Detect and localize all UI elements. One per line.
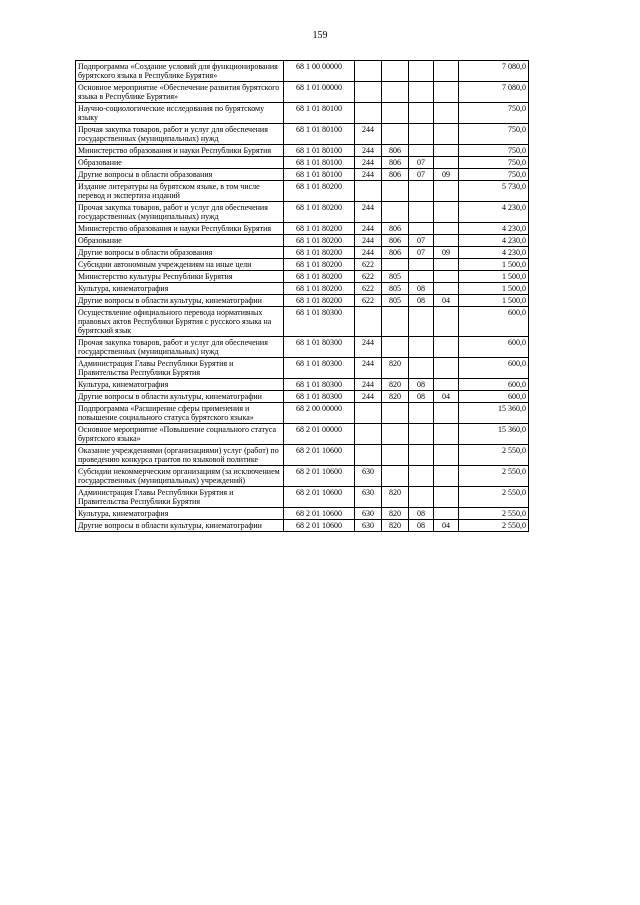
cell-section: 08 bbox=[409, 295, 434, 307]
cell-expense-type bbox=[355, 103, 382, 124]
cell-expense-type: 244 bbox=[355, 391, 382, 403]
cell-administrator-code bbox=[382, 181, 409, 202]
cell-expense-type: 244 bbox=[355, 235, 382, 247]
table-row bbox=[76, 247, 529, 259]
cell-target-code: 68 2 01 10600 bbox=[284, 520, 355, 532]
table-row bbox=[76, 295, 529, 307]
budget-table bbox=[75, 60, 529, 532]
cell-target-code: 68 2 01 10600 bbox=[284, 487, 355, 508]
table-row bbox=[76, 358, 529, 379]
cell-expense-type: 622 bbox=[355, 259, 382, 271]
cell-name: Субсидии некоммерческим организациям (за исключением государственных (муниципальных) учреждений) bbox=[76, 466, 284, 487]
cell-amount: 4 230,0 bbox=[459, 247, 529, 259]
cell-expense-type bbox=[355, 445, 382, 466]
cell-administrator-code bbox=[382, 61, 409, 82]
cell-target-code: 68 1 01 80200 bbox=[284, 235, 355, 247]
cell-name: Министерство культуры Республики Бурятия bbox=[76, 271, 284, 283]
cell-section bbox=[409, 61, 434, 82]
cell-subsection bbox=[434, 235, 459, 247]
cell-amount: 750,0 bbox=[459, 145, 529, 157]
cell-target-code: 68 1 01 80200 bbox=[284, 259, 355, 271]
cell-amount: 5 730,0 bbox=[459, 181, 529, 202]
cell-section bbox=[409, 403, 434, 424]
table-row bbox=[76, 403, 529, 424]
cell-amount: 2 550,0 bbox=[459, 445, 529, 466]
cell-section bbox=[409, 487, 434, 508]
cell-subsection bbox=[434, 271, 459, 283]
cell-target-code: 68 1 01 80100 bbox=[284, 145, 355, 157]
table-row bbox=[76, 202, 529, 223]
cell-expense-type: 244 bbox=[355, 223, 382, 235]
cell-administrator-code bbox=[382, 445, 409, 466]
cell-target-code: 68 1 01 80200 bbox=[284, 181, 355, 202]
cell-subsection bbox=[434, 181, 459, 202]
cell-expense-type: 244 bbox=[355, 145, 382, 157]
cell-target-code: 68 1 01 80300 bbox=[284, 391, 355, 403]
cell-administrator-code: 820 bbox=[382, 508, 409, 520]
cell-name: Образование bbox=[76, 235, 284, 247]
cell-expense-type: 630 bbox=[355, 520, 382, 532]
table-row bbox=[76, 379, 529, 391]
cell-expense-type bbox=[355, 82, 382, 103]
cell-section: 07 bbox=[409, 169, 434, 181]
cell-amount: 2 550,0 bbox=[459, 466, 529, 487]
cell-subsection bbox=[434, 124, 459, 145]
cell-subsection bbox=[434, 358, 459, 379]
cell-expense-type: 244 bbox=[355, 157, 382, 169]
cell-name: Администрация Главы Республики Бурятия и Правительства Республики Бурятия bbox=[76, 358, 284, 379]
cell-amount: 4 230,0 bbox=[459, 235, 529, 247]
cell-subsection bbox=[434, 157, 459, 169]
cell-name: Другие вопросы в области образования bbox=[76, 247, 284, 259]
cell-expense-type: 244 bbox=[355, 379, 382, 391]
cell-administrator-code: 805 bbox=[382, 283, 409, 295]
cell-target-code: 68 2 01 10600 bbox=[284, 445, 355, 466]
cell-subsection bbox=[434, 508, 459, 520]
cell-section bbox=[409, 466, 434, 487]
cell-administrator-code: 820 bbox=[382, 487, 409, 508]
cell-section bbox=[409, 445, 434, 466]
cell-administrator-code bbox=[382, 202, 409, 223]
cell-name: Министерство образования и науки Республики Бурятия bbox=[76, 145, 284, 157]
cell-name: Прочая закупка товаров, работ и услуг для обеспечения государственных (муниципальных) нужд bbox=[76, 124, 284, 145]
cell-amount: 2 550,0 bbox=[459, 487, 529, 508]
cell-expense-type: 244 bbox=[355, 247, 382, 259]
cell-amount: 1 500,0 bbox=[459, 271, 529, 283]
cell-expense-type: 244 bbox=[355, 337, 382, 358]
cell-target-code: 68 1 01 80100 bbox=[284, 169, 355, 181]
cell-amount: 750,0 bbox=[459, 124, 529, 145]
cell-subsection: 09 bbox=[434, 169, 459, 181]
cell-expense-type: 622 bbox=[355, 271, 382, 283]
cell-name: Прочая закупка товаров, работ и услуг для обеспечения государственных (муниципальных) нужд bbox=[76, 337, 284, 358]
cell-subsection bbox=[434, 337, 459, 358]
cell-amount: 600,0 bbox=[459, 307, 529, 337]
cell-amount: 4 230,0 bbox=[459, 223, 529, 235]
table-row bbox=[76, 259, 529, 271]
cell-expense-type bbox=[355, 307, 382, 337]
cell-section: 08 bbox=[409, 508, 434, 520]
table-row bbox=[76, 124, 529, 145]
cell-target-code: 68 1 01 80200 bbox=[284, 271, 355, 283]
cell-administrator-code bbox=[382, 259, 409, 271]
cell-subsection bbox=[434, 145, 459, 157]
cell-amount: 600,0 bbox=[459, 379, 529, 391]
cell-amount: 600,0 bbox=[459, 337, 529, 358]
cell-section bbox=[409, 181, 434, 202]
cell-expense-type: 244 bbox=[355, 202, 382, 223]
cell-administrator-code: 805 bbox=[382, 295, 409, 307]
cell-amount: 15 360,0 bbox=[459, 403, 529, 424]
cell-expense-type: 244 bbox=[355, 124, 382, 145]
cell-name: Оказание учреждениями (организациями) услуг (работ) по проведению конкурса грантов по языковой политике bbox=[76, 445, 284, 466]
cell-section bbox=[409, 337, 434, 358]
cell-target-code: 68 2 00 00000 bbox=[284, 403, 355, 424]
cell-subsection bbox=[434, 61, 459, 82]
cell-target-code: 68 1 01 80300 bbox=[284, 379, 355, 391]
cell-subsection bbox=[434, 283, 459, 295]
table-row bbox=[76, 307, 529, 337]
cell-name: Прочая закупка товаров, работ и услуг для обеспечения государственных (муниципальных) нужд bbox=[76, 202, 284, 223]
cell-target-code: 68 1 01 80200 bbox=[284, 247, 355, 259]
cell-name: Министерство образования и науки Республики Бурятия bbox=[76, 223, 284, 235]
cell-amount: 750,0 bbox=[459, 169, 529, 181]
table-row bbox=[76, 157, 529, 169]
cell-target-code: 68 1 01 80300 bbox=[284, 307, 355, 337]
cell-section bbox=[409, 82, 434, 103]
table-row bbox=[76, 337, 529, 358]
cell-section bbox=[409, 145, 434, 157]
table-row bbox=[76, 271, 529, 283]
cell-subsection bbox=[434, 466, 459, 487]
cell-amount: 750,0 bbox=[459, 157, 529, 169]
budget-table-body bbox=[76, 61, 529, 532]
cell-section bbox=[409, 124, 434, 145]
cell-section: 07 bbox=[409, 157, 434, 169]
cell-target-code: 68 1 00 00000 bbox=[284, 61, 355, 82]
cell-subsection bbox=[434, 259, 459, 271]
cell-administrator-code bbox=[382, 307, 409, 337]
cell-section bbox=[409, 271, 434, 283]
cell-subsection bbox=[434, 379, 459, 391]
table-row bbox=[76, 169, 529, 181]
cell-administrator-code: 820 bbox=[382, 520, 409, 532]
cell-section: 07 bbox=[409, 235, 434, 247]
cell-section bbox=[409, 259, 434, 271]
cell-target-code: 68 1 01 80300 bbox=[284, 337, 355, 358]
cell-section bbox=[409, 358, 434, 379]
cell-expense-type: 622 bbox=[355, 283, 382, 295]
cell-name: Основное мероприятие «Повышение социального статуса бурятского языка» bbox=[76, 424, 284, 445]
cell-subsection bbox=[434, 103, 459, 124]
cell-expense-type: 630 bbox=[355, 508, 382, 520]
cell-amount: 7 080,0 bbox=[459, 61, 529, 82]
cell-subsection bbox=[434, 202, 459, 223]
cell-target-code: 68 1 01 80200 bbox=[284, 202, 355, 223]
cell-target-code: 68 1 01 80300 bbox=[284, 358, 355, 379]
cell-expense-type: 244 bbox=[355, 358, 382, 379]
cell-administrator-code bbox=[382, 424, 409, 445]
cell-target-code: 68 1 01 80200 bbox=[284, 295, 355, 307]
cell-subsection bbox=[434, 424, 459, 445]
cell-section: 08 bbox=[409, 379, 434, 391]
cell-target-code: 68 2 01 10600 bbox=[284, 508, 355, 520]
cell-administrator-code bbox=[382, 403, 409, 424]
table-row bbox=[76, 391, 529, 403]
cell-administrator-code bbox=[382, 103, 409, 124]
cell-section: 08 bbox=[409, 520, 434, 532]
table-row bbox=[76, 103, 529, 124]
cell-name: Администрация Главы Республики Бурятия и Правительства Республики Бурятия bbox=[76, 487, 284, 508]
cell-section bbox=[409, 202, 434, 223]
cell-section bbox=[409, 424, 434, 445]
cell-administrator-code bbox=[382, 337, 409, 358]
table-row bbox=[76, 424, 529, 445]
cell-subsection bbox=[434, 445, 459, 466]
table-row bbox=[76, 283, 529, 295]
cell-expense-type bbox=[355, 424, 382, 445]
cell-subsection bbox=[434, 307, 459, 337]
cell-section bbox=[409, 307, 434, 337]
cell-name: Осуществление официального перевода нормативных правовых актов Республики Бурятия с русского языка на бурятский язык bbox=[76, 307, 284, 337]
cell-target-code: 68 1 01 80200 bbox=[284, 283, 355, 295]
table-row bbox=[76, 181, 529, 202]
cell-amount: 2 550,0 bbox=[459, 520, 529, 532]
table-row bbox=[76, 145, 529, 157]
cell-name: Другие вопросы в области культуры, кинематографии bbox=[76, 295, 284, 307]
cell-subsection bbox=[434, 82, 459, 103]
cell-expense-type: 244 bbox=[355, 169, 382, 181]
cell-section: 08 bbox=[409, 283, 434, 295]
cell-subsection bbox=[434, 223, 459, 235]
cell-administrator-code: 806 bbox=[382, 223, 409, 235]
cell-target-code: 68 1 01 80100 bbox=[284, 124, 355, 145]
cell-section bbox=[409, 103, 434, 124]
cell-amount: 1 500,0 bbox=[459, 259, 529, 271]
cell-subsection: 04 bbox=[434, 295, 459, 307]
cell-name: Культура, кинематография bbox=[76, 283, 284, 295]
cell-target-code: 68 2 01 10600 bbox=[284, 466, 355, 487]
cell-name: Научно-социологические исследования по бурятскому языку bbox=[76, 103, 284, 124]
cell-target-code: 68 1 01 80200 bbox=[284, 223, 355, 235]
cell-name: Субсидии автономным учреждениям на иные цели bbox=[76, 259, 284, 271]
cell-subsection: 09 bbox=[434, 247, 459, 259]
cell-administrator-code: 820 bbox=[382, 358, 409, 379]
cell-section: 07 bbox=[409, 247, 434, 259]
cell-amount: 1 500,0 bbox=[459, 283, 529, 295]
cell-name: Культура, кинематография bbox=[76, 379, 284, 391]
cell-amount: 1 500,0 bbox=[459, 295, 529, 307]
cell-name: Другие вопросы в области образования bbox=[76, 169, 284, 181]
cell-expense-type: 630 bbox=[355, 487, 382, 508]
cell-name: Культура, кинематография bbox=[76, 508, 284, 520]
cell-amount: 4 230,0 bbox=[459, 202, 529, 223]
cell-name: Основное мероприятие «Обеспечение развития бурятского языка в Республике Бурятия» bbox=[76, 82, 284, 103]
cell-administrator-code: 806 bbox=[382, 235, 409, 247]
cell-section: 08 bbox=[409, 391, 434, 403]
cell-name: Подпрограмма «Расширение сферы применения и повышение социального статуса бурятского языка» bbox=[76, 403, 284, 424]
cell-administrator-code: 806 bbox=[382, 247, 409, 259]
table-row bbox=[76, 508, 529, 520]
cell-target-code: 68 1 01 00000 bbox=[284, 82, 355, 103]
cell-expense-type bbox=[355, 61, 382, 82]
cell-name: Подпрограмма «Создание условий для функционирования бурятского языка в Республике Бурятия» bbox=[76, 61, 284, 82]
cell-expense-type: 622 bbox=[355, 295, 382, 307]
cell-expense-type bbox=[355, 181, 382, 202]
cell-administrator-code: 805 bbox=[382, 271, 409, 283]
table-row bbox=[76, 61, 529, 82]
cell-expense-type bbox=[355, 403, 382, 424]
cell-target-code: 68 1 01 80100 bbox=[284, 103, 355, 124]
cell-administrator-code: 820 bbox=[382, 391, 409, 403]
cell-name: Другие вопросы в области культуры, кинематографии bbox=[76, 391, 284, 403]
table-row bbox=[76, 466, 529, 487]
cell-subsection bbox=[434, 487, 459, 508]
cell-administrator-code bbox=[382, 466, 409, 487]
cell-administrator-code bbox=[382, 124, 409, 145]
cell-name: Другие вопросы в области культуры, кинематографии bbox=[76, 520, 284, 532]
cell-target-code: 68 1 01 80100 bbox=[284, 157, 355, 169]
cell-amount: 600,0 bbox=[459, 391, 529, 403]
cell-amount: 750,0 bbox=[459, 103, 529, 124]
cell-name: Издание литературы на бурятском языке, в том числе перевод и экспертиза изданий bbox=[76, 181, 284, 202]
cell-amount: 2 550,0 bbox=[459, 508, 529, 520]
page-number: 159 bbox=[312, 30, 328, 41]
cell-administrator-code: 806 bbox=[382, 157, 409, 169]
cell-expense-type: 630 bbox=[355, 466, 382, 487]
cell-administrator-code bbox=[382, 82, 409, 103]
table-row bbox=[76, 235, 529, 247]
table-row bbox=[76, 223, 529, 235]
table-row bbox=[76, 520, 529, 532]
cell-target-code: 68 2 01 00000 bbox=[284, 424, 355, 445]
cell-administrator-code: 806 bbox=[382, 145, 409, 157]
table-row bbox=[76, 82, 529, 103]
cell-subsection bbox=[434, 403, 459, 424]
cell-section bbox=[409, 223, 434, 235]
cell-amount: 15 360,0 bbox=[459, 424, 529, 445]
table-row bbox=[76, 445, 529, 466]
cell-administrator-code: 820 bbox=[382, 379, 409, 391]
table-row bbox=[76, 487, 529, 508]
cell-subsection: 04 bbox=[434, 391, 459, 403]
cell-subsection: 04 bbox=[434, 520, 459, 532]
cell-amount: 600,0 bbox=[459, 358, 529, 379]
cell-amount: 7 080,0 bbox=[459, 82, 529, 103]
cell-name: Образование bbox=[76, 157, 284, 169]
cell-administrator-code: 806 bbox=[382, 169, 409, 181]
